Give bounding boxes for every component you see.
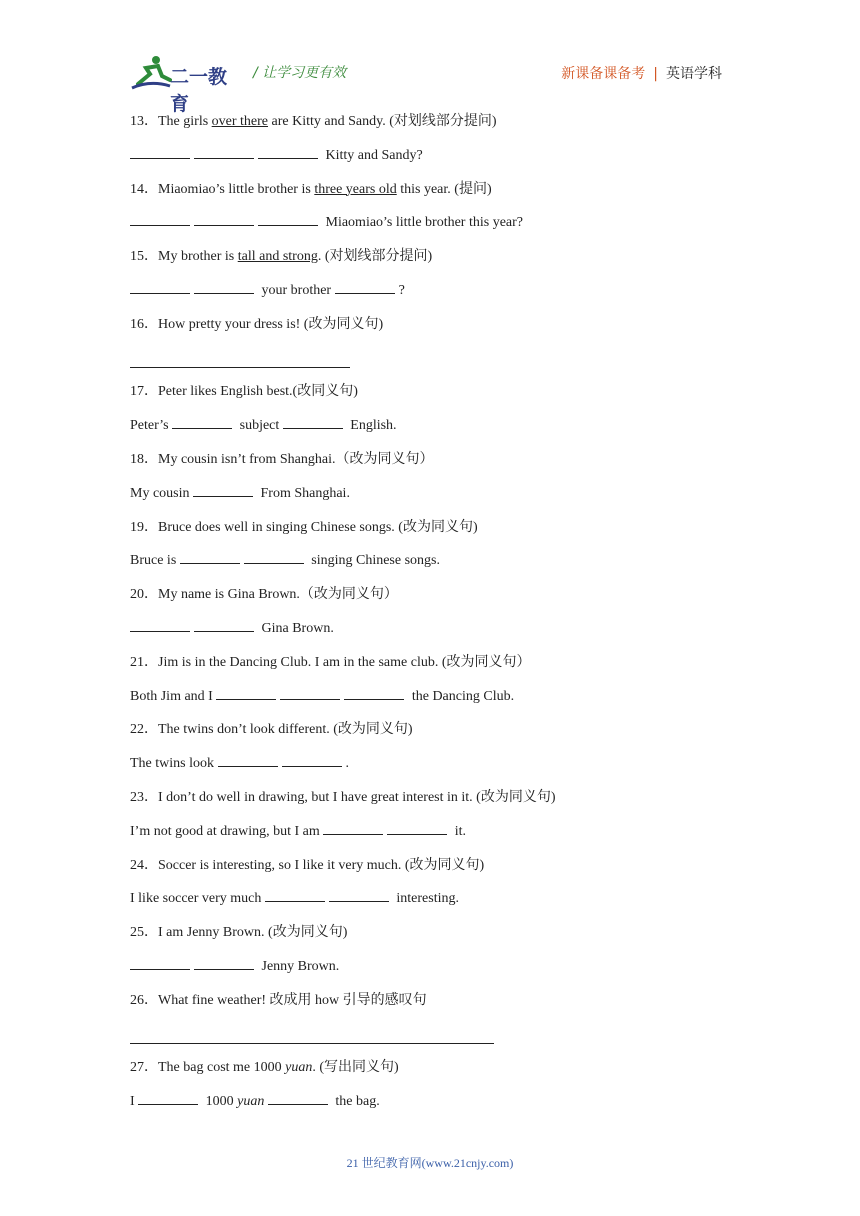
question-number: 27．	[130, 1060, 158, 1076]
question-number: 16．	[130, 316, 158, 332]
question-number: 20．	[130, 587, 158, 603]
question-text: How pretty your dress is! (改为同义句)	[158, 316, 384, 332]
question-25	[130, 921, 750, 955]
answer-17	[130, 414, 750, 448]
header-label: 新课备课备考	[561, 66, 646, 82]
blank[interactable]	[130, 617, 190, 632]
blank[interactable]	[194, 279, 254, 294]
blank[interactable]	[216, 685, 276, 700]
question-text: The bag cost me 1000	[158, 1060, 286, 1076]
blank[interactable]	[335, 279, 395, 294]
blank[interactable]	[130, 211, 190, 226]
answer-text: the Dancing Club.	[411, 688, 515, 704]
question-text: I don’t do well in drawing, but I have great interest in it. (改为同义句)	[158, 789, 556, 805]
underlined-text: over there	[211, 114, 269, 129]
question-text: Peter likes English best.(改同义句)	[158, 384, 358, 400]
answer-text: .	[345, 756, 349, 772]
question-text: I am Jenny Brown. (改为同义句)	[158, 925, 348, 941]
answer-text: Jenny Brown.	[261, 958, 340, 974]
question-text: . (对划线部分提问)	[317, 249, 433, 265]
answer-line[interactable]	[130, 347, 350, 368]
answer-text: Peter’s	[130, 418, 169, 434]
answer-text: 1000	[205, 1094, 234, 1110]
blank[interactable]	[258, 211, 318, 226]
question-number: 19．	[130, 519, 158, 535]
question-16	[130, 313, 750, 347]
blank[interactable]	[130, 955, 190, 970]
blank[interactable]	[218, 752, 278, 767]
blank[interactable]	[387, 820, 447, 835]
question-text: are Kitty and Sandy. (对划线部分提问)	[268, 114, 497, 129]
answer-text: English.	[350, 418, 397, 434]
question-number: 13．	[130, 114, 158, 129]
answer-23	[130, 820, 750, 854]
question-text: Soccer is interesting, so I like it very much. (改为同义句)	[158, 857, 485, 873]
answer-text: The twins look	[130, 756, 214, 772]
runner-logo-icon	[130, 54, 172, 90]
answer-text: singing Chinese songs.	[311, 553, 440, 569]
answer-text: subject	[239, 418, 280, 434]
question-18	[130, 448, 750, 482]
header-right	[561, 63, 722, 83]
answer-text: your brother	[261, 282, 332, 298]
answer-24	[130, 887, 750, 921]
question-number: 23．	[130, 789, 158, 805]
question-text: What fine weather! 改成用 how 引导的感叹句	[158, 992, 427, 1008]
question-text: My cousin isn’t from Shanghai.（改为同义句）	[158, 451, 434, 467]
question-number: 21．	[130, 654, 158, 670]
answer-text: interesting.	[396, 891, 459, 907]
question-27	[130, 1056, 750, 1090]
question-22	[130, 718, 750, 752]
slogan: / 让学习更有效	[253, 65, 347, 81]
blank[interactable]	[194, 955, 254, 970]
question-15	[130, 245, 750, 279]
blank[interactable]	[194, 144, 254, 159]
italic-text: yuan	[285, 1060, 313, 1076]
answer-text: I like soccer very much	[130, 891, 262, 907]
blank[interactable]	[329, 887, 389, 902]
answer-text: Gina Brown.	[261, 620, 334, 636]
italic-text: yuan	[237, 1094, 265, 1110]
blank[interactable]	[194, 211, 254, 226]
answer-text: From Shanghai.	[260, 485, 350, 501]
question-14	[130, 178, 750, 212]
question-text: The girls	[158, 114, 212, 129]
answer-text: Bruce is	[130, 553, 177, 569]
question-number: 24．	[130, 857, 158, 873]
blank[interactable]	[172, 414, 232, 429]
answer-22	[130, 752, 750, 786]
answer-21	[130, 685, 750, 719]
answer-text: Both Jim and I	[130, 688, 213, 704]
answer-text: Kitty and Sandy?	[325, 147, 423, 163]
exercise-list	[130, 110, 750, 1124]
answer-text: Miaomiao’s little brother this year?	[325, 215, 524, 231]
answer-text: the bag.	[335, 1094, 380, 1110]
question-number: 15．	[130, 249, 158, 265]
answer-16	[130, 347, 750, 381]
answer-15	[130, 279, 750, 313]
question-23	[130, 786, 750, 820]
question-number: 26．	[130, 992, 158, 1008]
question-number: 17．	[130, 384, 158, 400]
question-text: Miaomiao’s little brother is	[158, 181, 315, 197]
logo	[130, 54, 245, 115]
question-24	[130, 854, 750, 888]
header-separator: |	[653, 66, 658, 82]
question-13	[130, 110, 750, 144]
question-number: 22．	[130, 722, 158, 738]
answer-text: it.	[454, 823, 467, 839]
blank[interactable]	[344, 685, 404, 700]
question-text: My brother is	[158, 249, 238, 265]
question-21	[130, 651, 750, 685]
blank[interactable]	[265, 887, 325, 902]
blank[interactable]	[194, 617, 254, 632]
question-text: this year. (提问)	[396, 181, 492, 197]
header-subject: 英语学科	[666, 66, 722, 82]
question-text: . (写出同义句)	[312, 1060, 399, 1076]
answer-27	[130, 1090, 750, 1124]
question-number: 14．	[130, 181, 158, 197]
question-26	[130, 989, 750, 1023]
answer-20	[130, 617, 750, 651]
blank[interactable]	[193, 482, 253, 497]
answer-18	[130, 482, 750, 516]
blank[interactable]	[323, 820, 383, 835]
blank[interactable]	[258, 144, 318, 159]
question-17	[130, 380, 750, 414]
answer-text: ?	[398, 282, 405, 298]
question-number: 18．	[130, 451, 158, 467]
question-20	[130, 583, 750, 617]
blank[interactable]	[130, 279, 190, 294]
question-text: Bruce does well in singing Chinese songs. (改为同义句)	[158, 519, 478, 535]
blank[interactable]	[283, 414, 343, 429]
blank[interactable]	[244, 549, 304, 564]
page-header	[130, 52, 730, 115]
blank[interactable]	[280, 685, 340, 700]
answer-25	[130, 955, 750, 989]
question-text: Jim is in the Dancing Club. I am in the same club. (改为同义句）	[158, 654, 531, 670]
question-number: 25．	[130, 925, 158, 941]
answer-19	[130, 549, 750, 583]
answer-26	[130, 1023, 750, 1057]
answer-text: I	[130, 1094, 135, 1110]
blank[interactable]	[282, 752, 342, 767]
answer-text: I’m not good at drawing, but I am	[130, 823, 320, 839]
underlined-text: three years old	[314, 181, 397, 197]
blank[interactable]	[138, 1090, 198, 1105]
underlined-text: tall and strong	[237, 249, 318, 265]
blank[interactable]	[268, 1090, 328, 1105]
blank[interactable]	[130, 144, 190, 159]
answer-text: My cousin	[130, 485, 190, 501]
question-text: The twins don’t look different. (改为同义句)	[158, 722, 413, 738]
logo-text: 二一教育	[170, 66, 228, 115]
question-text: My name is Gina Brown.（改为同义句）	[158, 587, 398, 603]
answer-14	[130, 211, 750, 245]
answer-13	[130, 144, 750, 178]
blank[interactable]	[180, 549, 240, 564]
question-19	[130, 516, 750, 550]
page-footer: 21 世纪教育网(www.21cnjy.com)	[346, 1156, 514, 1170]
answer-line[interactable]	[130, 1023, 494, 1044]
